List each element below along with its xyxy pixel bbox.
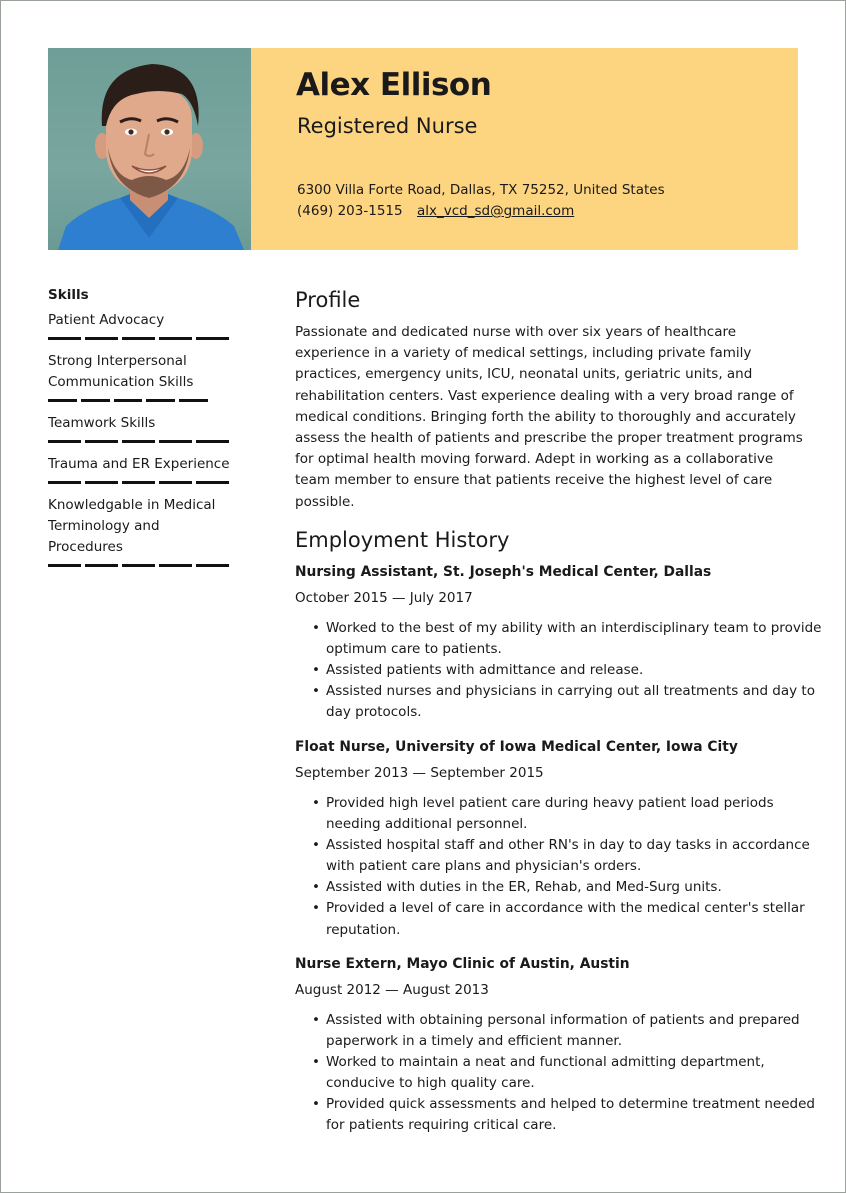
skill-level-bar — [48, 481, 238, 484]
skill-level-bar — [48, 399, 208, 402]
phone-number: (469) 203-1515 — [297, 203, 403, 219]
skill-label: Patient Advocacy — [48, 312, 165, 328]
skill-level-segment — [196, 481, 229, 484]
email-link[interactable]: alx_vcd_sd@gmail.com — [417, 203, 575, 219]
skill-level-segment — [48, 337, 81, 340]
list-item: • Assisted patients with admittance and release. — [326, 660, 823, 681]
skill-level-segment — [159, 440, 192, 443]
skill-level-bar — [48, 440, 238, 443]
skill-level-segment — [159, 564, 192, 567]
skill-level-bar — [48, 564, 238, 567]
skill-level-segment — [85, 481, 118, 484]
skill-level-segment — [196, 440, 229, 443]
skill-level-segment — [48, 481, 81, 484]
list-item: • Assisted with duties in the ER, Rehab, and Med-Surg units. — [326, 877, 823, 898]
skill-label: Trauma and ER Experience — [48, 456, 230, 472]
skill-level-segment — [146, 399, 175, 402]
skill-level-segment — [81, 399, 110, 402]
list-item: • Assisted hospital staff and other RN's in day to day tasks in accordance with patient care plans and physician's orders. — [326, 835, 823, 877]
skill-item — [48, 495, 238, 567]
portrait-illustration — [48, 48, 251, 250]
skill-level-segment — [179, 399, 208, 402]
list-item: • Worked to maintain a neat and functional admitting department, conducive to high quality care. — [326, 1052, 823, 1094]
profile-summary: Passionate and dedicated nurse with over six years of healthcare experience in a variety of medical settings, including private family practices, emergency units, ICU, neonatal units, geriatric units, and rehabilitation centers. Vast experience dealing with a very broad range of medical conditions. Bringing forth the ability to thoroughly and accurately assess the health of patients and prescribe the proper treatment programs for optimal health moving forward. Adept in working as a collaborative team member to ensure that patients receive the highest level of care possible. — [295, 324, 803, 510]
list-item: • Assisted nurses and physicians in carrying out all treatments and day to day protocols. — [326, 681, 823, 723]
skill-level-segment — [122, 564, 155, 567]
list-item: • Provided high level patient care during heavy patient load periods needing additional personnel. — [326, 793, 823, 835]
skill-item — [48, 413, 238, 443]
skill-level-segment — [122, 440, 155, 443]
job-duties-list — [308, 618, 823, 723]
skill-level-segment — [48, 399, 77, 402]
job-duties-list — [308, 793, 823, 941]
job-title: Nurse Extern, Mayo Clinic of Austin, Austin — [295, 956, 630, 972]
skill-level-segment — [159, 337, 192, 340]
skill-item — [48, 310, 238, 340]
job-dates: October 2015 — July 2017 — [295, 590, 473, 606]
skill-level-segment — [196, 337, 229, 340]
profile-photo — [48, 48, 251, 250]
skill-level-bar — [48, 337, 238, 340]
list-item: • Provided a level of care in accordance with the medical center's stellar reputation. — [326, 898, 823, 940]
skill-item — [48, 351, 208, 402]
list-item: • Assisted with obtaining personal information of patients and prepared paperwork in a timely and efficient manner. — [326, 1010, 823, 1052]
job-dates: September 2013 — September 2015 — [295, 765, 544, 781]
candidate-name: Alex Ellison — [296, 67, 492, 103]
job-role: Registered Nurse — [297, 114, 478, 138]
skill-level-segment — [159, 481, 192, 484]
job-duties-list — [308, 1010, 823, 1137]
job-title: Float Nurse, University of Iowa Medical Center, Iowa City — [295, 739, 738, 755]
skill-label: Teamwork Skills — [48, 415, 156, 431]
skill-level-segment — [114, 399, 143, 402]
job-dates: August 2012 — August 2013 — [295, 982, 489, 998]
skill-level-segment — [122, 481, 155, 484]
skill-level-segment — [48, 440, 81, 443]
skill-level-segment — [85, 564, 118, 567]
job-title: Nursing Assistant, St. Joseph's Medical Center, Dallas — [295, 564, 712, 580]
skill-level-segment — [48, 564, 81, 567]
skill-label: Strong Interpersonal Communication Skills — [48, 353, 194, 390]
list-item: • Worked to the best of my ability with an interdisciplinary team to provide optimum care to patients. — [326, 618, 823, 660]
skill-level-segment — [196, 564, 229, 567]
skill-level-segment — [122, 337, 155, 340]
employment-heading: Employment History — [295, 528, 510, 552]
skill-label: Knowledgable in Medical Terminology and Procedures — [48, 497, 216, 555]
skill-item — [48, 454, 238, 484]
skill-level-segment — [85, 440, 118, 443]
profile-heading: Profile — [295, 288, 361, 312]
skill-level-segment — [85, 337, 118, 340]
list-item: • Provided quick assessments and helped to determine treatment needed for patients requiring critical care. — [326, 1094, 823, 1136]
address: 6300 Villa Forte Road, Dallas, TX 75252, United States — [297, 182, 665, 198]
skills-heading: Skills — [48, 287, 89, 303]
